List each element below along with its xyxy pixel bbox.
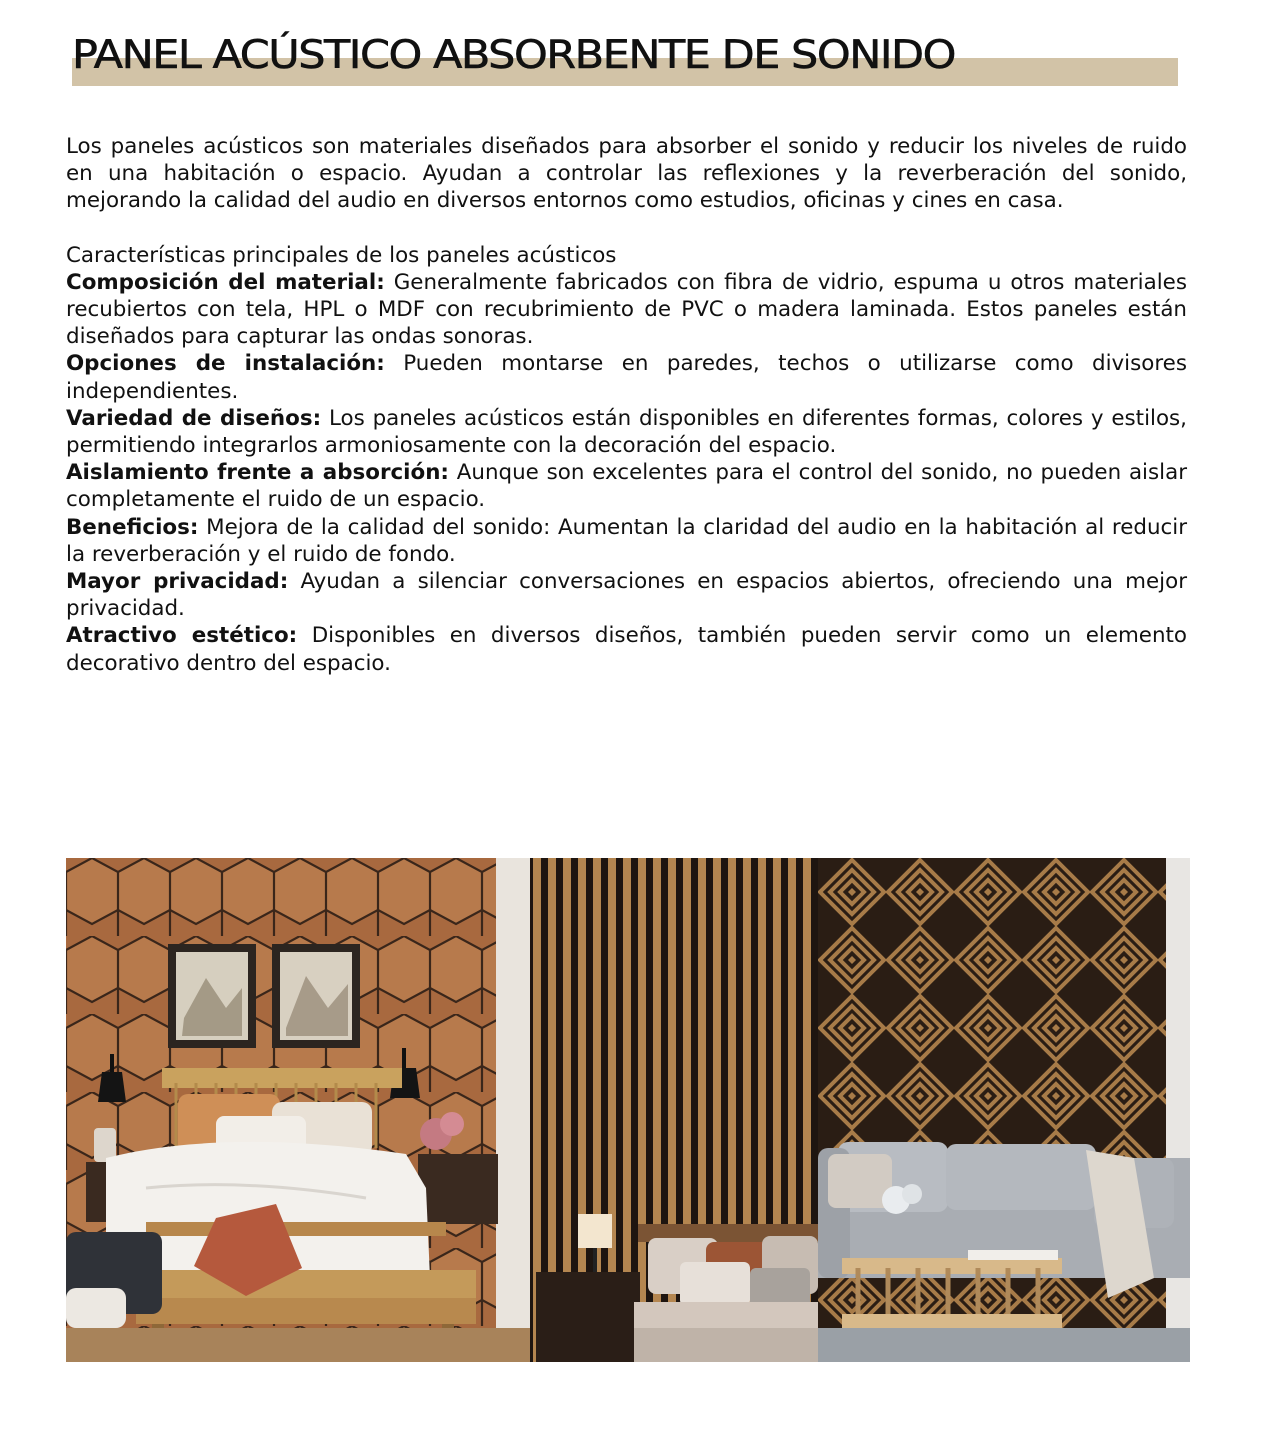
feature-label: Variedad de diseños: xyxy=(66,405,322,431)
body-text xyxy=(66,133,1187,677)
features-heading: Características principales de los paneles acústicos xyxy=(66,242,617,268)
feature-text: Ayudan a silenciar conversaciones en espacios abiertos, ofreciendo una mejor privacidad. xyxy=(66,569,1187,622)
title-block xyxy=(72,30,1178,88)
page-title: PANEL ACÚSTICO ABSORBENTE DE SONIDO xyxy=(72,32,956,78)
paragraph-spacer xyxy=(66,215,1187,242)
photo-gallery xyxy=(66,858,1190,1362)
feature-item xyxy=(66,622,1187,676)
feature-label: Aislamiento frente a absorción: xyxy=(66,460,449,486)
feature-text: Pueden montarse en paredes, techos o utilizarse como divisores independientes. xyxy=(66,351,1187,404)
feature-text: Generalmente fabricados con fibra de vidrio, espuma u otros materiales recubiertos con tela, HPL o MDF con recubrimiento de PVC o madera laminada. Estos paneles están diseñados para capturar las ondas sonoras. xyxy=(66,269,1187,350)
feature-text: Mejora de la calidad del sonido: Aumentan la claridad del audio en la habitación al reducir la reverberación y el ruido de fondo. xyxy=(66,514,1187,567)
feature-item xyxy=(66,568,1187,622)
feature-item xyxy=(66,405,1187,459)
feature-label: Beneficios: xyxy=(66,514,199,540)
feature-label: Opciones de instalación: xyxy=(66,351,385,377)
bedroom-slat-panel-photo xyxy=(530,858,818,1362)
intro-paragraph: Los paneles acústicos son materiales diseñados para absorber el sonido y reducir los niveles de ruido en una habitación o espacio. Ayudan a controlar las reflexiones y la reverberación del sonido, mejorando la calidad del audio en diversos entornos como estudios, oficinas y cines en casa. xyxy=(66,134,1187,214)
feature-text: Disponibles en diversos diseños, también pueden servir como un elemento decorativo dentro del espacio. xyxy=(66,623,1188,676)
feature-label: Atractivo estético: xyxy=(66,623,298,649)
feature-label: Mayor privacidad: xyxy=(66,569,289,595)
feature-text: Los paneles acústicos están disponibles en diferentes formas, colores y estilos, permitiendo integrarlos armoniosamente con la decoración del espacio. xyxy=(66,405,1187,459)
feature-item xyxy=(66,269,1187,351)
living-room-diamond-photo xyxy=(818,858,1190,1362)
feature-label: Composición del material: xyxy=(66,269,385,295)
feature-item xyxy=(66,350,1187,404)
bedroom-hexagon-photo xyxy=(66,858,530,1362)
feature-item xyxy=(66,459,1187,513)
feature-text: Aunque son excelentes para el control del sonido, no pueden aislar completamente el ruido de un espacio. xyxy=(66,460,1187,513)
feature-item xyxy=(66,514,1187,568)
